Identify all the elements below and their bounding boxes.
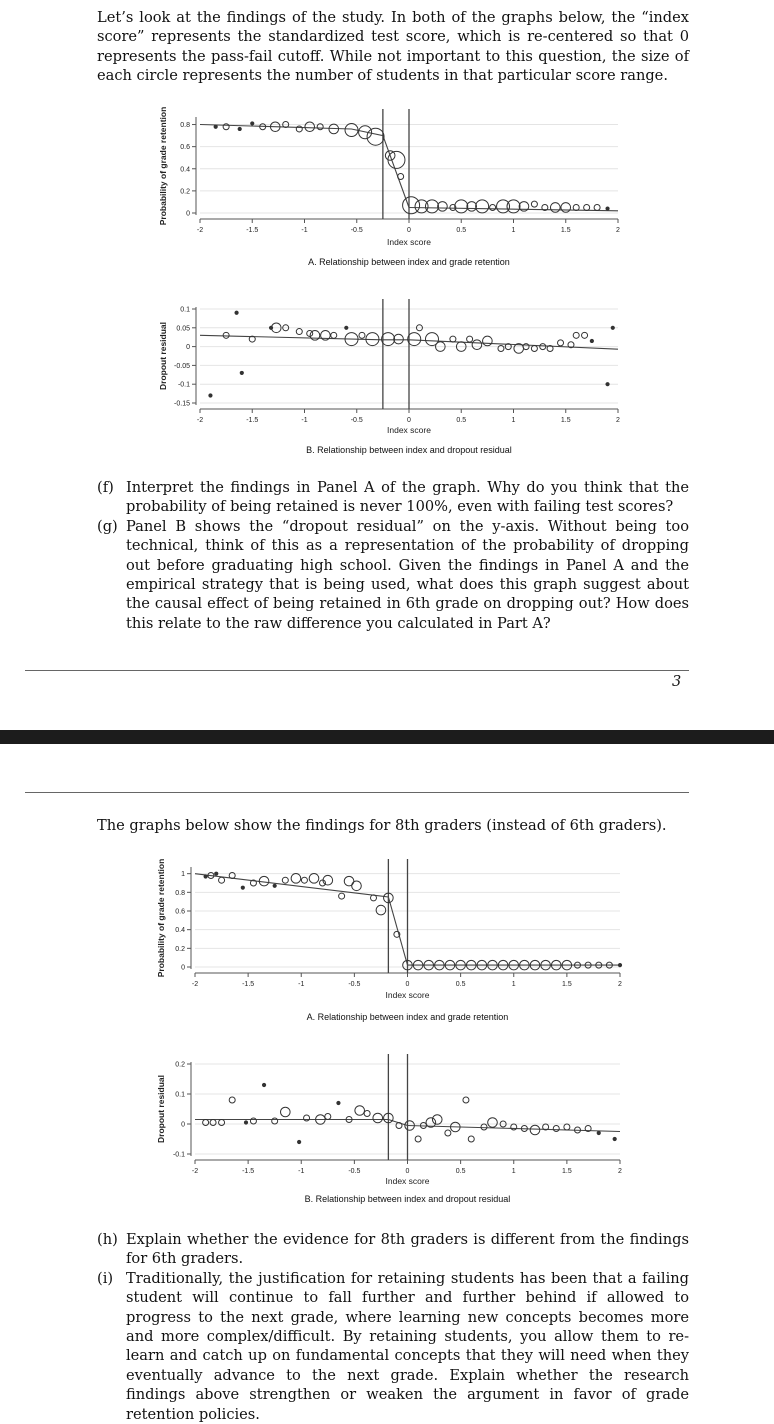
data-point — [296, 329, 302, 335]
y-axis-title: Dropout residual — [158, 321, 168, 391]
data-point — [364, 1111, 370, 1117]
fit-line — [408, 1126, 621, 1132]
data-point — [558, 340, 564, 346]
y-tick-label: -0.05 — [174, 362, 190, 370]
x-tick-label: 1.5 — [560, 417, 571, 424]
y-tick-label: 0 — [181, 964, 185, 972]
question-list-6th — [97, 478, 689, 633]
data-point — [344, 876, 354, 886]
question-list-8th — [97, 1230, 689, 1424]
data-point — [531, 201, 537, 207]
data-point — [450, 336, 456, 342]
data-point — [590, 339, 593, 342]
y-tick-label: -0.1 — [172, 1151, 185, 1159]
page-separator — [0, 730, 774, 744]
question-label: (g) — [97, 517, 118, 535]
data-point — [553, 1126, 559, 1132]
y-tick-label: 1 — [181, 871, 185, 879]
chart-title: A. Relationship between index and grade retention — [308, 257, 510, 267]
data-point — [468, 1136, 474, 1142]
data-point — [229, 1097, 235, 1103]
data-point — [467, 336, 473, 342]
data-point — [483, 336, 493, 346]
data-point — [244, 1121, 247, 1124]
data-point — [291, 874, 301, 884]
data-point — [331, 332, 337, 338]
data-point — [238, 127, 241, 130]
data-point — [415, 200, 428, 213]
x-tick-label: 1.5 — [562, 981, 572, 988]
x-tick-label: -1 — [301, 417, 308, 424]
data-point — [251, 122, 254, 125]
data-point — [481, 1124, 487, 1130]
y-tick-label: -0.15 — [174, 400, 190, 408]
data-point — [355, 1106, 365, 1116]
y-tick-label: 0.2 — [175, 1061, 185, 1069]
question-label: (f) — [97, 479, 114, 496]
figure-8th-dropout — [150, 1050, 640, 1210]
data-point — [296, 126, 302, 132]
x-axis-title: Index score — [385, 1176, 430, 1186]
data-point — [241, 886, 244, 889]
intro-8th-paragraph: The graphs below show the findings for 8th graders (instead of 6th graders). — [97, 817, 667, 834]
y-tick-label: 0 — [186, 344, 190, 352]
data-point — [597, 1131, 600, 1134]
data-point — [273, 884, 276, 887]
question-text: Explain whether the evidence for 8th graders is different from the findings for 6th graders. — [126, 1231, 689, 1268]
x-tick-label: 2 — [616, 227, 620, 234]
page-rule — [25, 792, 689, 793]
x-tick-label: 0 — [405, 1168, 410, 1175]
y-axis-title: Probability of grade retention — [156, 858, 166, 978]
data-point — [507, 200, 520, 213]
data-point — [573, 332, 579, 338]
data-point — [425, 200, 438, 213]
data-point — [219, 877, 225, 883]
data-point — [320, 880, 326, 886]
y-tick-label: -0.1 — [177, 381, 190, 389]
x-tick-label: 2 — [618, 1168, 622, 1175]
y-tick-label: 0.2 — [175, 945, 185, 953]
data-point — [594, 204, 600, 210]
x-tick-label: -0.5 — [348, 981, 361, 988]
x-tick-label: 0.5 — [456, 227, 467, 234]
page-rule — [25, 670, 689, 671]
x-axis-title: Index score — [387, 425, 431, 435]
data-point — [373, 1113, 383, 1123]
data-point — [438, 202, 448, 212]
data-point — [305, 122, 315, 132]
data-point — [511, 1124, 517, 1130]
data-point — [408, 333, 421, 346]
data-point — [398, 174, 404, 180]
data-point — [394, 334, 404, 344]
data-point — [476, 200, 489, 213]
data-point — [262, 1083, 265, 1086]
data-point — [467, 202, 477, 212]
intro-paragraph: Let’s look at the findings of the study. In both of the graphs below, the “index score” represents the standardized test score, which is re-centered so that 0 represents the pass-fail cutoff. While not important to this question, the size of each circle represents the number of students in that particular score range. — [97, 9, 689, 85]
data-point — [203, 1120, 209, 1126]
x-tick-label: 2 — [616, 417, 620, 424]
data-point — [582, 332, 588, 338]
data-point — [282, 877, 288, 883]
x-tick-label: -1.5 — [242, 1168, 255, 1175]
data-point — [415, 1136, 421, 1142]
data-point — [463, 1097, 469, 1103]
x-tick-label: -2 — [191, 1168, 199, 1175]
x-tick-label: -1 — [301, 227, 308, 234]
x-axis-title: Index score — [387, 237, 431, 247]
data-point — [573, 204, 579, 210]
x-tick-label: -0.5 — [348, 1168, 361, 1175]
y-tick-label: 0.4 — [180, 166, 190, 174]
x-tick-label: 1 — [511, 417, 516, 424]
question-f — [97, 478, 689, 517]
x-tick-label: -1.5 — [246, 227, 259, 234]
data-point — [215, 872, 218, 875]
question-i — [97, 1269, 689, 1424]
x-tick-label: 0.5 — [455, 1168, 466, 1175]
y-axis-title: Dropout residual — [156, 1074, 166, 1144]
x-tick-label: -1 — [298, 1168, 305, 1175]
data-point — [611, 326, 614, 329]
x-tick-label: 0.5 — [455, 981, 466, 988]
data-point — [371, 895, 377, 901]
y-tick-label: 0.6 — [175, 908, 185, 916]
question-text: Panel B shows the “dropout residual” on the y-axis. Without being too technical, think of this as a representation of the probability of dropping out before graduating high school. Given the findings in Panel A and the empirical strategy that is being used, what does this graph suggest about the causal effect of being retained in 6th grade on dropping out? How does this relate to the raw difference you calculated in Part A? — [126, 517, 689, 632]
data-point — [472, 340, 482, 350]
x-axis-title: Index score — [385, 990, 430, 1000]
data-point — [204, 875, 207, 878]
x-tick-label: -2 — [196, 417, 204, 424]
data-point — [250, 1118, 256, 1124]
y-tick-label: 0.6 — [180, 144, 190, 152]
chart-title: B. Relationship between index and dropout residual — [304, 1194, 511, 1204]
data-point — [301, 877, 307, 883]
data-point — [272, 1118, 278, 1124]
data-point — [584, 204, 590, 210]
data-point — [432, 1115, 442, 1125]
data-point — [606, 383, 609, 386]
chart-title: B. Relationship between index and dropout residual — [306, 445, 512, 455]
figure-8th-retention — [150, 855, 640, 1025]
fit-line — [200, 125, 383, 136]
question-label: (h) — [97, 1231, 118, 1248]
page-number: 3 — [672, 674, 682, 690]
x-tick-label: 1.5 — [562, 1168, 572, 1175]
x-tick-label: 1.5 — [560, 227, 571, 234]
data-point — [219, 1120, 225, 1126]
chart-title: A. Relationship between index and grade retention — [306, 1012, 509, 1022]
x-tick-label: 1 — [511, 227, 516, 234]
y-tick-label: 0.1 — [175, 1091, 185, 1099]
x-tick-label: -2 — [196, 227, 204, 234]
y-axis-title: Probability of grade retention — [158, 106, 168, 226]
data-point — [613, 1137, 616, 1140]
data-point — [564, 1124, 570, 1130]
x-tick-label: -2 — [191, 981, 199, 988]
figure-6th-dropout — [150, 295, 640, 460]
data-point — [551, 203, 561, 213]
x-tick-label: 2 — [618, 981, 622, 988]
y-tick-label: 0.05 — [176, 325, 190, 333]
y-tick-label: 0 — [181, 1121, 185, 1129]
y-tick-label: 0.4 — [175, 927, 185, 935]
y-tick-label: 0.8 — [175, 889, 185, 897]
data-point — [339, 893, 345, 899]
x-tick-label: 0 — [407, 227, 411, 234]
data-point — [497, 200, 510, 213]
data-point — [488, 1118, 498, 1128]
x-tick-label: 0 — [407, 417, 411, 424]
data-point — [298, 1140, 301, 1143]
question-h — [97, 1230, 689, 1269]
y-tick-label: 0 — [186, 210, 190, 218]
question-label: (i) — [97, 1269, 114, 1287]
data-point — [235, 311, 238, 314]
x-tick-label: 1 — [511, 981, 516, 988]
data-point — [223, 332, 229, 338]
data-point — [325, 1114, 331, 1120]
figure-6th-retention — [150, 105, 640, 270]
data-point — [309, 874, 319, 884]
x-tick-label: -1.5 — [246, 417, 259, 424]
data-point — [214, 125, 217, 128]
y-tick-label: 0.2 — [180, 188, 190, 196]
x-tick-label: -0.5 — [350, 227, 363, 234]
data-point — [345, 326, 348, 329]
x-tick-label: 0.5 — [456, 417, 467, 424]
data-point — [530, 1125, 540, 1135]
data-point — [337, 1101, 340, 1104]
data-point — [352, 881, 362, 891]
x-tick-label: -1 — [298, 981, 305, 988]
data-point — [561, 203, 571, 213]
data-point — [359, 332, 365, 338]
data-point — [382, 333, 395, 346]
y-tick-label: 0.8 — [180, 122, 190, 130]
question-text: Traditionally, the justification for retaining students has been that a failing student will continue to fall further and further behind if allowed to progress to the next grade, where learning new concepts becomes more and more complex/difficult. By retaining students, you allow them to re-learn and catch up on fundamental concepts that they will need when they eventually advance to the next grade. Explain whether the research findings above strengthen or weaken the argument in favor of grade retention policies. — [126, 1269, 689, 1423]
question-text: Interpret the findings in Panel A of the graph. Why do you think that the probability of being retained is never 100%, even with failing test scores? — [126, 479, 689, 516]
data-point — [445, 1130, 451, 1136]
data-point — [240, 371, 243, 374]
data-point — [281, 1107, 291, 1117]
data-point — [490, 204, 496, 210]
data-point — [606, 207, 609, 210]
data-point — [455, 200, 468, 213]
x-tick-label: -1.5 — [242, 981, 255, 988]
x-tick-label: -0.5 — [350, 417, 363, 424]
data-point — [210, 1120, 216, 1126]
data-point — [618, 964, 621, 967]
data-point — [376, 905, 386, 915]
data-point — [209, 394, 212, 397]
x-tick-label: 0 — [405, 981, 410, 988]
question-g — [97, 517, 689, 633]
x-tick-label: 1 — [511, 1168, 516, 1175]
data-point — [304, 1115, 310, 1121]
y-tick-label: 0.1 — [180, 306, 190, 314]
